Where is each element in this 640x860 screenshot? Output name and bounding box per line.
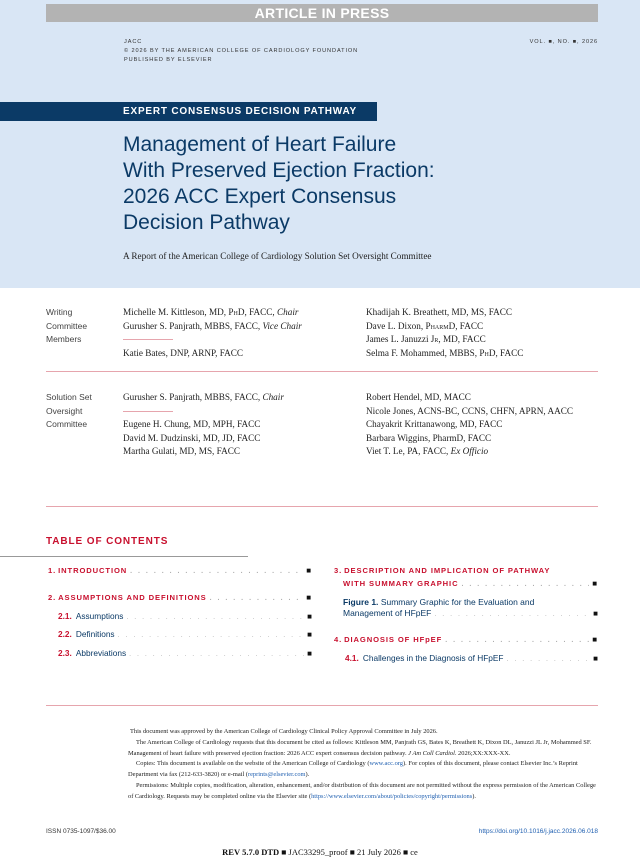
member-name: Robert Hendel, MD, MACC (366, 392, 471, 402)
figure-label: Figure 1. (343, 597, 379, 607)
toc-entry-diagnosis[interactable]: 4. DIAGNOSIS OF HFpEF . . . ■ (334, 635, 598, 644)
writing-committee-label: Writing Committee Members (46, 307, 88, 344)
toc-entry-figure-1[interactable]: Figure 1. Summary Graphic for the Evaluation and Management of HFpEF . . . ■ (343, 597, 598, 620)
toc-underline (0, 556, 248, 557)
title-line: Decision Pathway (123, 211, 290, 234)
separator (123, 405, 284, 419)
oversight-committee-left (123, 391, 284, 459)
toc-entry-assumptions-definitions[interactable]: 2. ASSUMPTIONS AND DEFINITIONS . . . ■ (48, 593, 312, 602)
article-subtitle: A Report of the American College of Cardiology Solution Set Oversight Committee (123, 251, 432, 261)
member-name: Viet T. Le, PA, FACC, Ex Officio (366, 446, 489, 456)
writing-committee-left (123, 306, 302, 360)
acc-link[interactable]: www.acc.org (369, 760, 403, 768)
member-name: Katie Bates, DNP, ARNP, FACC (123, 347, 244, 358)
revision-line: REV 5.7.0 DTD ■ JAC33295_proof ■ 21 July 2026 ■ ce (222, 847, 418, 857)
member-name: David M. Dudzinski, MD, JD, FACC (123, 432, 261, 443)
reprints-email-link[interactable]: reprints@elsevier.com (247, 771, 306, 779)
member-name: Michelle M. Kittleson, MD, PhD, FACC, Chair (123, 307, 299, 317)
toc-entry-description-line2[interactable]: WITH SUMMARY GRAPHIC . . . ■ (343, 579, 598, 588)
section-tag: EXPERT CONSENSUS DECISION PATHWAY (0, 102, 377, 121)
member-name: Barbara Wiggins, PharmD, FACC (366, 432, 492, 443)
article-title (123, 132, 563, 236)
divider (46, 705, 598, 706)
permissions-note: Permissions: Multiple copies, modification, alteration, enhancement, and/or distribution of this document are not permitted without the express permission of the American College of Cardiology. Requests may be completed online via the Elsevier site (https://www.elsevier.com/about/policies/copyright/permissions). (128, 781, 596, 800)
member-name: Chayakrit Krittanawong, MD, FACC (366, 419, 503, 429)
member-name: Khadijah K. Breathett, MD, MS, FACC (366, 307, 513, 317)
member-name: James L. Januzzi Jr, MD, FACC (366, 334, 486, 344)
title-line: Management of Heart Failure (123, 133, 397, 156)
title-line: With Preserved Ejection Fraction: (123, 159, 435, 182)
journal-meta (124, 38, 358, 65)
approval-note: This document was approved by the American College of Cardiology Clinical Policy Approval Committee in July 2026. (130, 728, 438, 735)
divider (46, 506, 598, 507)
member-name: Dave L. Dixon, PharmD, FACC (366, 320, 484, 331)
member-name: Eugene H. Chung, MD, MPH, FACC (123, 419, 261, 429)
toc-title: TABLE OF CONTENTS (46, 536, 169, 547)
member-name: Martha Gulati, MD, MS, FACC (123, 446, 240, 456)
member-name: Nicole Jones, ACNS-BC, CCNS, CHFN, APRN, AACC (366, 405, 574, 416)
permissions-link[interactable]: https://www.elsevier.com/about/policies/copyright/permissions (311, 792, 473, 800)
copyright-line: © 2026 BY THE AMERICAN COLLEGE OF CARDIOLOGY FOUNDATION (124, 48, 359, 54)
toc-entry-assumptions[interactable]: 2.1. Assumptions . . . ■ (58, 611, 312, 621)
copies-note: Copies: This document is available on the website of the American College of Cardiology (www.acc.org). For copies of this document, please contact Elsevier Inc.’s Reprint Department via fax (212-633-3820) or e-mail (reprints@elsevier.com). (128, 760, 578, 779)
writing-committee-right (366, 306, 523, 360)
member-name: Selma F. Mohammed, MBBS, PhD, FACC (366, 347, 524, 358)
member-name: Gurusher S. Panjrath, MBBS, FACC, Chair (123, 392, 284, 402)
doi-link[interactable]: https://doi.org/10.1016/j.jacc.2026.06.018 (478, 828, 598, 835)
toc-entry-definitions[interactable]: 2.2. Definitions . . . ■ (58, 629, 312, 639)
oversight-committee-right (366, 391, 573, 459)
article-in-press-banner: ARTICLE IN PRESS (46, 4, 598, 22)
footnote (128, 727, 598, 803)
publisher-line: PUBLISHED BY ELSEVIER (124, 57, 213, 63)
divider (46, 371, 598, 372)
separator (123, 333, 302, 347)
toc-entry-abbreviations[interactable]: 2.3. Abbreviations . . . ■ (58, 648, 312, 658)
toc-entry-diagnosis-challenges[interactable]: 4.1. Challenges in the Diagnosis of HFpEF . . . ■ (345, 653, 598, 663)
member-name: Gurusher S. Panjrath, MBBS, FACC, Vice Chair (123, 320, 302, 331)
issn: ISSN 0735-1097/$36.00 (46, 828, 116, 835)
volume-info: VOL. ■, NO. ■, 2026 (529, 39, 598, 45)
toc-entry-introduction[interactable]: 1. INTRODUCTION . . . ■ (48, 566, 312, 575)
journal-name: JACC (124, 39, 143, 45)
citation-note: The American College of Cardiology requests that this document be cited as follows: Kittleson MM, Panjrath GS, Bates K, Breathett K, Dixon DL, Januzzi JL Jr, Mohammed SF. Management of heart failure with preserved ejection fraction: 2026 ACC expert consensus decision pathway. J Am Coll Cardiol. 2026;XX:XXX-XX. (128, 738, 592, 757)
toc-entry-description-line1[interactable]: 3. DESCRIPTION AND IMPLICATION OF PATHWAY (334, 566, 551, 575)
oversight-committee-label: Solution Set Oversight Committee (46, 392, 92, 429)
title-line: 2026 ACC Expert Consensus (123, 185, 397, 208)
